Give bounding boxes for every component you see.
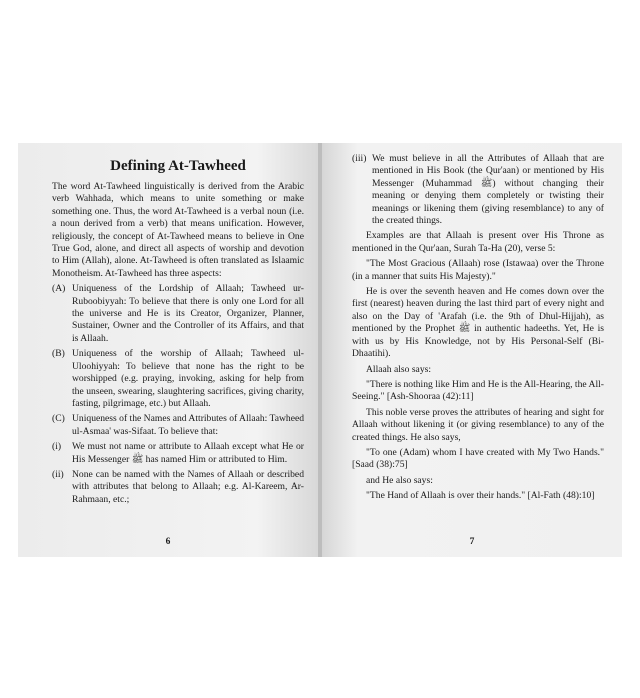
left-page [18, 143, 318, 557]
quote: "The Hand of Allaah is over their hands." [Al-Fath (48):10] [366, 490, 595, 502]
left-page-content [52, 157, 304, 509]
aspect-marker: (ii) [52, 468, 64, 480]
paragraph: and He also says: [366, 474, 433, 486]
aspect-c [52, 413, 304, 438]
aspect-text: Uniqueness of the Names and Attributes of Allaah: Tawheed ul-Asmaa' was-Sifaat. To believe that: [72, 413, 305, 437]
right-page [322, 143, 622, 557]
aspect-text: Uniqueness of the Lordship of Allaah; Tawheed ur-Ruboobiyyah: To believe that there is only one Lord for all the universe and He is its Creator, Organizer, Planner, Sustainer, Owner and the Controller of its Affairs, and that is Allaah. [72, 283, 304, 344]
paragraph: He is over the seventh heaven and He comes down over the first (nearest) heaven during the last third part of every night and also on the Day of 'Arafah (i.e. the 9th of Dhul-Hijjah), as mentioned by the Prophet ﷺ in authentic hadeeths. Yet, He is with us by His Knowledge, not by His Personal-Self (Bi-Dhaatihi). [352, 286, 605, 360]
page-number-left: 6 [165, 537, 171, 547]
aspect-text: We must believe in all the Attributes of Allaah that are mentioned in His Book (the Qur'aan) or mentioned by His Messenger (Muhammad ﷺ) without changing their meaning or denying them completely or twisting their meanings or likening them (giving resemblance) to any of the created things. [372, 153, 604, 227]
aspect-ii [52, 469, 304, 506]
aspect-marker: (B) [52, 348, 65, 360]
paragraph: This noble verse proves the attributes of hearing and sight for Allaah without likening it (or giving resemblance) to any of the created things. He also says, [352, 406, 604, 443]
intro-paragraph: The word At-Tawheed linguistically is derived from the Arabic verb Wahhada, which means to unite something or make something one. Thus, the word At-Tawheed is a verbal noun (i.e. a noun derived from a verb) that means unification. However, religiously, the concept of At-Tawheed means to believe in One True God, alone, and direct all aspects of worship and devotion to Him (Allah), alone. At-Tawheed is often translated as Islaamic Monotheism. At-Tawheed has three aspects: [52, 181, 304, 279]
aspect-text: Uniqueness of the worship of Allaah; Tawheed ul-Uloohiyyah: To believe that none has the right to be worshipped (e.g. praying, invoking, asking for help from the unseen, swearing, slaughtering sacrifices, giving charity, fasting, pilgrimage, etc.) but Allaah. [72, 348, 304, 409]
paragraph: Examples are that Allaah is present over His Throne as mentioned in the Qur'aan, Surah Ta-Ha (20), verse 5: [352, 230, 604, 254]
quote: "There is nothing like Him and He is the All-Hearing, the All-Seeing." [Ash-Shooraa (42):11] [352, 378, 604, 403]
aspect-text: None can be named with the Names of Allaah or described with attributes that belong to Allaah; e.g. Al-Kareem, Ar-Rahmaan, etc.; [72, 468, 304, 505]
chapter-title: Defining At-Tawheed [110, 158, 246, 174]
quote: "To one (Adam) whom I have created with My Two Hands." [Saad (38):75] [352, 446, 604, 471]
aspect-marker: (i) [52, 441, 62, 453]
aspect-marker: (iii) [352, 153, 367, 164]
page-number-right: 7 [469, 537, 475, 547]
aspect-b [52, 348, 304, 410]
aspect-iii [352, 153, 604, 227]
book-spread [18, 143, 622, 557]
aspect-text: We must not name or attribute to Allaah except what He or His Messenger ﷺ has named Him or attributed to Him. [72, 441, 304, 465]
right-page-content [352, 153, 604, 506]
aspect-marker: (A) [52, 283, 66, 295]
paragraph: Allaah also says: [366, 363, 432, 375]
aspect-marker: (C) [52, 413, 65, 425]
aspect-a [52, 283, 304, 345]
quote: "The Most Gracious (Allaah) rose (Istawaa) over the Throne (in a manner that suits His Majesty)." [352, 258, 604, 282]
aspect-i [52, 441, 304, 466]
